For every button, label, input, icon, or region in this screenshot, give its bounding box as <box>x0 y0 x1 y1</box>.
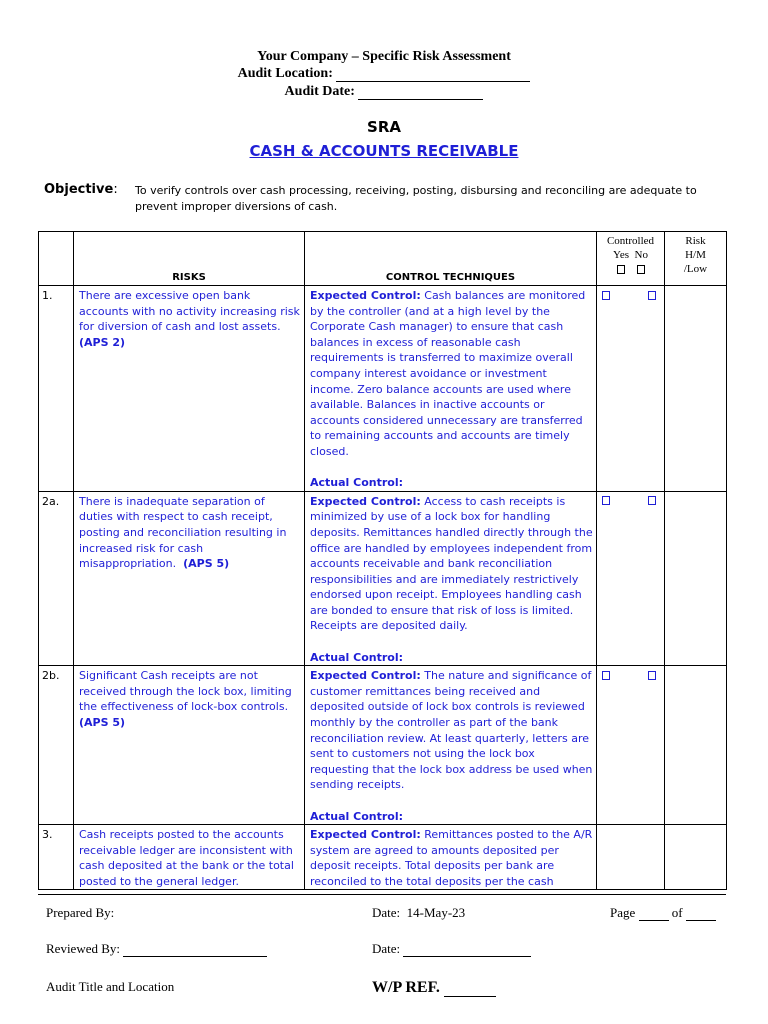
audit-location-label: Audit Location: <box>237 66 333 81</box>
header-risk-level <box>665 232 727 286</box>
reviewed-by-blank[interactable] <box>123 956 267 957</box>
risk-table <box>38 231 727 890</box>
footer-divider <box>38 894 726 895</box>
header-controlled <box>597 232 665 286</box>
document-title: Your Company – Specific Risk Assessment <box>257 49 511 64</box>
audit-date-line <box>0 84 768 100</box>
no-checkbox[interactable] <box>648 496 656 505</box>
review-date-label: Date: <box>372 941 401 956</box>
no-checkbox[interactable] <box>648 671 656 680</box>
wp-ref-blank[interactable] <box>444 996 496 997</box>
controlled-cell <box>597 825 665 890</box>
expected-control-text: Access to cash receipts is minimized by use of a lock box for handling deposits. Remittances handled directly through the office are handled by employees independent from accounts receivable and bank reconciliation responsibilities and are immediately restrictively endorsed upon receipt. Employees handling cash are bonded to ensure that risk of loss is limited. Receipts are deposited daily. <box>310 494 593 633</box>
risk-text: There are excessive open bank accounts with no activity increasing risk for diversion of cash and lost assets. <box>79 289 300 334</box>
risk-level-cell[interactable] <box>665 491 727 666</box>
date-field <box>372 905 465 921</box>
expected-control-label: Expected Control: <box>310 828 421 842</box>
expected-control-label: Expected Control: <box>310 669 421 683</box>
risk-text: There is inadequate separation of duties with respect to cash receipt, posting and reconciliation resulting in increased risk for cash misappropriation. <box>79 494 287 571</box>
risk-text: Cash receipts posted to the accounts receivable ledger are inconsistent with cash deposited at the bank or the total posted to the general ledger. <box>79 828 294 888</box>
page-field <box>610 905 716 921</box>
audit-date-blank[interactable] <box>358 99 483 100</box>
expected-control-text: Cash balances are monitored by the controller (and at a high level by the Corporate Cash manager) to ensure that cash balances in excess of reasonable cash requirements is transferred to maximize overall company interest avoidance or investment income. Zero balance accounts are used where available. Balances in inactive accounts or accounts considered unnecessary are transferred to remaining accounts and accounts are timely closed. <box>310 289 586 458</box>
controlled-cell <box>597 286 665 492</box>
controlled-cell <box>597 666 665 825</box>
header-risks: RISKS <box>74 232 305 286</box>
page-total-blank[interactable] <box>686 920 716 921</box>
review-date-field <box>372 941 531 957</box>
risk-cell <box>74 666 305 825</box>
controlled-cell <box>597 491 665 666</box>
table-header-row <box>39 232 727 286</box>
expected-control-text: The nature and significance of customer remittances being received and deposited outside of lock box controls is reviewed monthly by the controller as part of the bank reconciliation review. At least quarterly, letters are sent to customers not using the lock box requesting that the lock box address be used when sending receipts. <box>310 669 593 792</box>
header-no-box <box>637 265 645 274</box>
no-checkbox[interactable] <box>648 291 656 300</box>
subject-heading: CASH & ACCOUNTS RECEIVABLE <box>249 142 519 160</box>
header-boxes <box>597 262 664 276</box>
aps-ref: (APS 5) <box>183 557 230 571</box>
risk-text: Significant Cash receipts are not received through the lock box, limiting the effectiveness of lock-box controls. <box>79 669 292 714</box>
yes-checkbox[interactable] <box>602 671 610 680</box>
expected-control-text: Remittances posted to the A/R system are agreed to amounts deposited per deposit receipts. Total deposits per bank are reconciled to the total deposits per the cash <box>310 828 593 888</box>
control-cell <box>305 286 597 492</box>
table-row <box>39 491 727 666</box>
page-number-blank[interactable] <box>639 920 669 921</box>
audit-title-label: Audit Title and Location <box>46 979 175 994</box>
audit-location-line <box>0 66 768 82</box>
risk-cell <box>74 286 305 492</box>
aps-ref: (APS 2) <box>79 335 126 349</box>
actual-control-label: Actual Control: <box>310 809 404 823</box>
audit-date-label: Audit Date: <box>284 84 355 99</box>
risk-level-cell[interactable] <box>665 666 727 825</box>
page-label: Page <box>610 905 636 920</box>
header-risk-hml: H/M <box>685 249 706 261</box>
control-cell <box>305 491 597 666</box>
expected-control-label: Expected Control: <box>310 289 421 302</box>
header-yes-no: Yes No <box>613 249 648 261</box>
control-cell <box>305 825 597 890</box>
reviewed-by-label: Reviewed By: <box>46 941 121 956</box>
row-number: 1. <box>39 286 74 492</box>
header-risk-label: Risk <box>685 235 706 247</box>
risk-cell <box>74 825 305 890</box>
header-controlled-label: Controlled <box>606 235 655 247</box>
risk-cell <box>74 491 305 666</box>
table-row <box>39 666 727 825</box>
table-row <box>39 825 727 890</box>
yes-checkbox[interactable] <box>602 496 610 505</box>
header-yes-box <box>617 265 625 274</box>
wp-ref-field <box>372 979 496 997</box>
date-label: Date: <box>372 905 401 920</box>
reviewed-by-field <box>46 941 267 957</box>
date-value: 14-May-23 <box>406 905 466 920</box>
table-row <box>39 286 727 492</box>
prepared-by-label: Prepared By: <box>46 905 115 920</box>
row-number: 3. <box>39 825 74 890</box>
actual-control-label: Actual Control: <box>310 476 404 490</box>
objective-colon: : <box>113 182 118 197</box>
header-control-techniques: CONTROL TECHNIQUES <box>305 232 597 286</box>
sra-heading: SRA <box>367 118 401 136</box>
risk-level-cell[interactable] <box>665 825 727 890</box>
audit-location-blank[interactable] <box>336 81 530 82</box>
objective-text: To verify controls over cash processing, receiving, posting, disbursing and reconciling are adequate to prevent improper diversions of cash. <box>135 184 697 213</box>
risk-level-cell[interactable] <box>665 286 727 492</box>
header-num-cell <box>39 232 74 286</box>
row-number: 2b. <box>39 666 74 825</box>
review-date-blank[interactable] <box>403 956 531 957</box>
expected-control-label: Expected Control: <box>310 494 421 508</box>
wp-ref-label: W/P REF. <box>372 979 440 996</box>
page-of-label: of <box>671 905 683 920</box>
header-risk-low: /Low <box>683 263 708 275</box>
yes-checkbox[interactable] <box>602 291 610 300</box>
aps-ref: (APS 5) <box>79 716 126 730</box>
objective-label: Objective <box>44 182 114 197</box>
actual-control-label: Actual Control: <box>310 650 404 664</box>
objective-label-wrap <box>44 182 118 197</box>
row-number: 2a. <box>39 491 74 666</box>
control-cell <box>305 666 597 825</box>
